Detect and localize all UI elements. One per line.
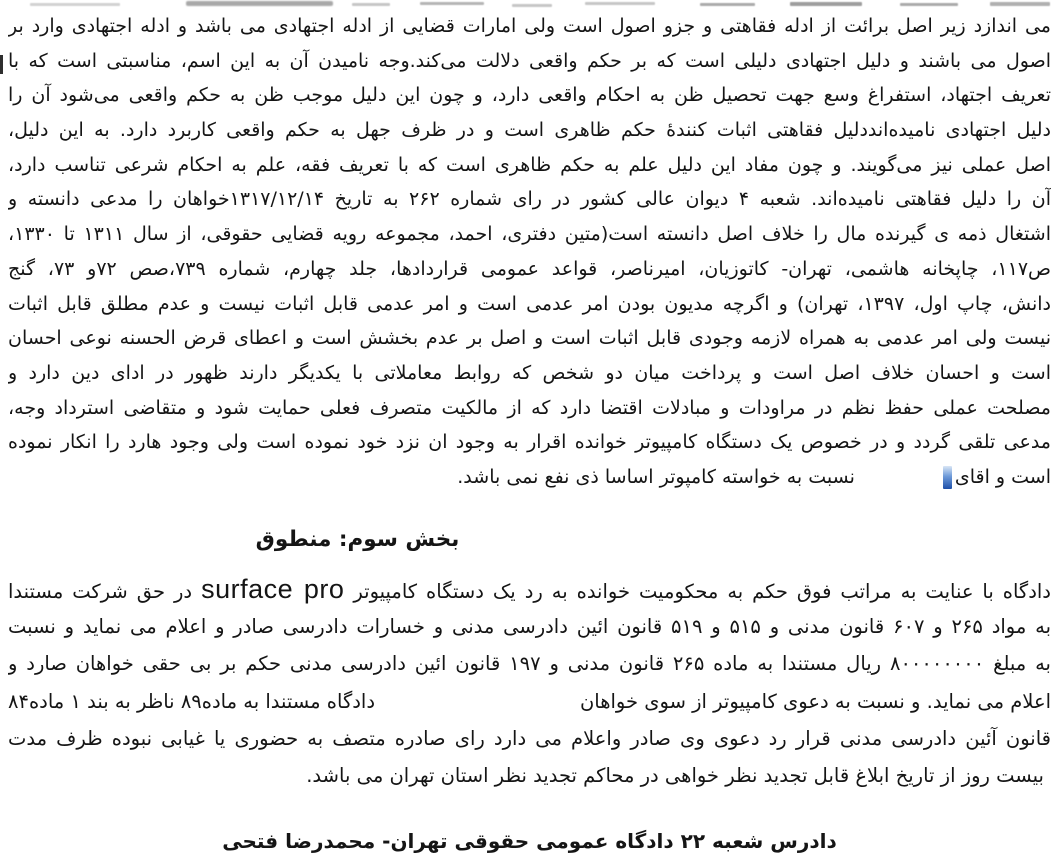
section-heading: بخش سوم: منطوق bbox=[255, 526, 460, 552]
text-segment: دادگاه مستندا به ماده۸۹ ناظر به بند ۱ ماده۸۴ bbox=[8, 689, 376, 713]
text-line: نیست ولی امر عدمی به همراه لازمه وجودی قابل اثبات است و اصل بر عدم بخشش است و اعطای قرض الحسنه نوعی احسان bbox=[8, 327, 1051, 350]
scan-ghost-mark bbox=[585, 2, 655, 5]
text-line-with-redaction bbox=[8, 460, 1051, 495]
text-segment: در حق شرکت مستندا bbox=[8, 579, 193, 603]
text-line-with-redaction bbox=[8, 683, 1051, 720]
scan-edge-tick bbox=[0, 55, 3, 74]
text-line: تعریف اجتهاد، استفراغ وسع جهت تحصیل ظن به احکام واقعی دارد، و چون این دلیل موجب ظن به حکم واقعی می‌شود آن را bbox=[8, 84, 1051, 107]
text-line: مصلحت عملی حفظ نظم در مراودات و مبادلات اقتضا دارد که از مالکیت متصرف فعلی حمایت شود و متقاضی استرداد وجه، bbox=[8, 396, 1051, 419]
text-line: اشتغال ذمه ی گیرنده مال را خلاف اصل دانسته است(متین دفتری، احمد، مجموعه رویه قضایی حقوقی، از سال ۱۳۱۱ تا ۱۳۳۰، bbox=[8, 223, 1051, 246]
reasoning-paragraph bbox=[8, 9, 1051, 495]
text-line: است و احسان خلاف اصل است و پرداخت میان دو شخص که روابط معاملاتی با یکدیگر دارند ظهور در ادای دین دارد و bbox=[8, 361, 1051, 384]
scan-smudge-bar bbox=[186, 1, 333, 6]
scan-ghost-mark bbox=[352, 3, 390, 6]
text-line: اصل عملی نیز می‌گویند. و چون مفاد این دلیل علم به حکم ظاهری است که با تعریف فقه، علم به احکام شرعی تناسب دارد، bbox=[8, 153, 1051, 176]
text-line: آن را دلیل فقاهتی نامیده‌اند. شعبه ۴ دیوان عالی کشور در رای شماره ۲۶۲ به تاریخ ۱۳۱۷/۱۲/۱۴خواهان را مدعی دانسته و bbox=[8, 188, 1051, 211]
judge-signature: دادرس شعبه ۲۲ دادگاه عمومی حقوقی تهران- محمدرضا فتحی bbox=[222, 829, 837, 854]
text-line: می اندازد زیر اصل برائت از ادله فقاهتی و جزو اصول است ولی امارات قضایی از ادله اجتهادی می باشد و ادله اجتهادی وارد بر bbox=[8, 15, 1051, 37]
text-segment: اعلام می نماید. و نسبت به دعوی کامپیوتر از سوی خواهان bbox=[579, 689, 1051, 713]
blue-redaction-mark bbox=[943, 466, 952, 489]
text-line: دانش، چاپ اول، ۱۳۹۷، تهران) و اگرچه مدیون بودن امر عدمی است و امر عدمی قابل اثبات نیست و عدم مطلق قابل اثبات bbox=[8, 292, 1051, 315]
text-line: مدعی تلقی گردد و در خصوص یک دستگاه کامپیوتر خوانده اقرار به وجود ان نزد خود نموده است ولی وجود هارد را انکار نموده bbox=[8, 431, 1051, 454]
text-segment: است و اقای bbox=[954, 465, 1051, 488]
text-line: اصول می باشند و دلیل اجتهادی دلیلی است که بر حکم واقعی دلالت می‌کند.وجه نامیدن آن به این اسم، مناسبتی است که با bbox=[8, 49, 1051, 72]
scan-ghost-mark bbox=[420, 2, 484, 5]
text-line-with-latin bbox=[8, 571, 1051, 608]
text-line: قانون آئین دادرسی مدنی قرار رد دعوی وی صادر واعلام می دارد رای صادره متصف به حضوری یا غیابی نبوده ظرف مدت bbox=[8, 726, 1051, 750]
latin-product-name: surface pro bbox=[201, 573, 345, 604]
text-line: ص۱۱۷، چاپخانه هاشمی، تهران- کاتوزیان، امیرناصر، قواعد عمومی قراردادها، جلد چهارم، شماره ۷۳۹،صص ۷۲و ۷۳، گنج bbox=[8, 257, 1051, 280]
text-segment: نسبت به خواسته کامپوتر اساسا ذی نفع نمی باشد. bbox=[457, 465, 855, 488]
scan-ghost-mark bbox=[700, 3, 755, 6]
text-line: به مبلغ ۸۰۰۰۰۰۰۰۰ ریال مستندا به ماده ۲۶۵ قانون مدنی و ۱۹۷ قانون ائین دادرسی مدنی حکم بر بی حقی خواهان صارد و bbox=[8, 652, 1051, 676]
text-line: بیست روز از تاریخ ابلاغ قابل تجدید نظر خواهی در محاکم تجدید نظر استان تهران می باشد. bbox=[306, 764, 1044, 788]
text-line: دلیل اجتهادی نامیده‌انددلیل فقاهتی اثبات کنندهٔ حکم ظاهری است و در ظرف جهل به حکم واقعی کاربرد دارد. به این دلیل، bbox=[8, 119, 1051, 142]
scan-ghost-mark bbox=[30, 3, 120, 6]
scan-ghost-mark bbox=[512, 4, 552, 7]
scan-ghost-mark bbox=[990, 2, 1050, 6]
text-segment: دادگاه با عنایت به مراتب فوق حکم به محکومیت خوانده به رد یک دستگاه کامپیوتر bbox=[353, 579, 1051, 603]
scan-ghost-mark bbox=[900, 3, 958, 6]
verdict-paragraph bbox=[8, 571, 1051, 795]
text-line: به مواد ۲۶۵ و ۶۰۷ قانون مدنی و ۵۱۵ و ۵۱۹ قانون ائین دادرسی مدنی و خسارات دادرسی صادر و اعلام می نماید و نسبت bbox=[8, 614, 1051, 638]
scan-ghost-mark bbox=[790, 2, 862, 6]
